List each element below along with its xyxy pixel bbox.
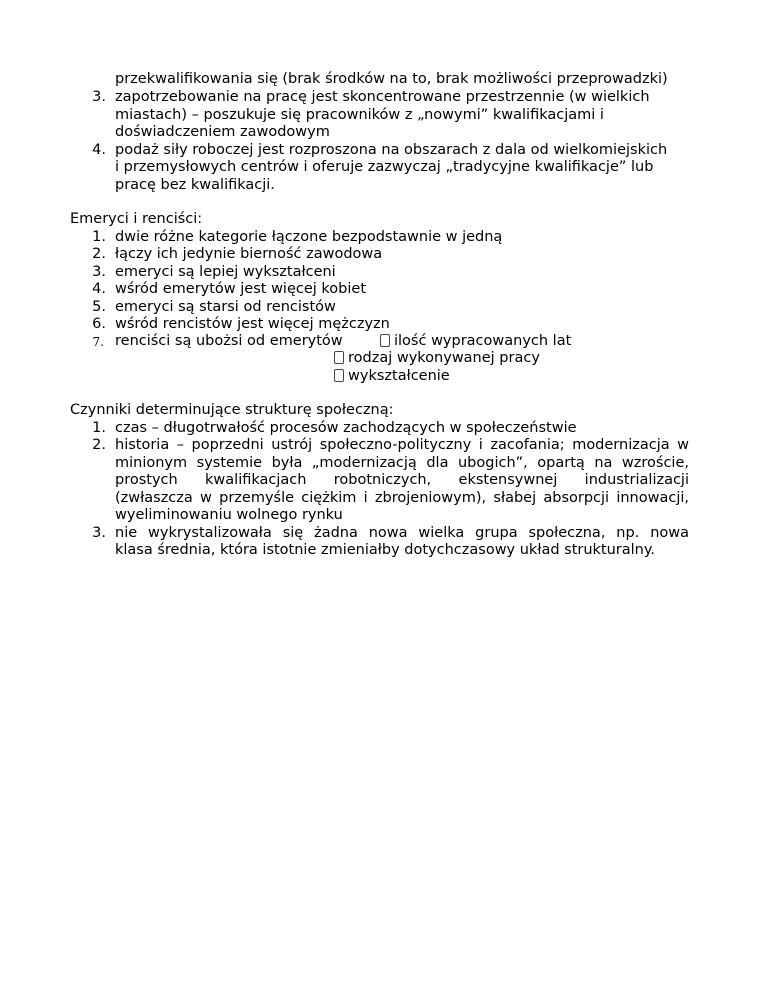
list-item: renciści są ubożsi od emerytów xyxy=(115,333,343,349)
list-item-line: zapotrzebowanie na pracę jest skoncentrowane przestrzennie (w wielkich xyxy=(115,89,650,105)
list-number: 6. xyxy=(92,316,106,332)
list-number: 3. xyxy=(92,525,106,541)
list-item-line: nie wykrystalizowała się żadna nowa wielka grupa społeczna, np. nowa xyxy=(115,525,689,541)
list-number: 1. xyxy=(92,420,106,436)
list-item: emeryci są starsi od rencistów xyxy=(115,299,336,315)
list-number: 3. xyxy=(92,264,106,280)
factor-item: ilość wypracowanych lat xyxy=(380,332,571,350)
list-number: 3. xyxy=(92,89,106,105)
list-number: 4. xyxy=(92,281,106,297)
list-item-line: (zwłaszcza w przemyśle ciężkim i zbrojeniowym), słabej absorpcji innowacji, xyxy=(115,490,689,506)
list-item-line: minionym systemie była „modernizacją dla ubogich”, opartą na wzroście, xyxy=(115,455,689,471)
list-number: 1. xyxy=(92,229,106,245)
list-number: 4. xyxy=(92,142,106,158)
list-number: 5. xyxy=(92,299,106,315)
section-heading: Emeryci i renciści: xyxy=(70,211,203,227)
list-item: emeryci są lepiej wykształceni xyxy=(115,264,336,280)
list-number: 7. xyxy=(92,335,104,349)
box-bullet-icon xyxy=(334,369,344,382)
list-item-line: prostych kwalifikacjach robotniczych, ekstensywnej industrializacji xyxy=(115,472,689,488)
list-item: wśród rencistów jest więcej mężczyzn xyxy=(115,316,390,332)
list-item-line: pracę bez kwalifikacji. xyxy=(115,177,275,193)
list-item-line: wyeliminowaniu wolnego rynku xyxy=(115,507,343,523)
list-item-continuation: przekwalifikowania się (brak środków na to, brak możliwości przeprowadzki) xyxy=(115,71,668,87)
list-item-line: doświadczeniem zawodowym xyxy=(115,124,330,140)
list-item-line: miastach) – poszukuje się pracowników z „nowymi” kwalifikacjami i xyxy=(115,107,604,123)
section-heading: Czynniki determinujące strukturę społeczną: xyxy=(70,402,394,418)
list-number: 2. xyxy=(92,246,106,262)
list-item: wśród emerytów jest więcej kobiet xyxy=(115,281,367,297)
list-item-line: historia – poprzedni ustrój społeczno-polityczny i zacofania; modernizacja w xyxy=(115,437,689,453)
box-bullet-icon xyxy=(334,351,344,364)
list-number: 2. xyxy=(92,437,106,453)
factor-item: wykształcenie xyxy=(334,367,450,385)
list-item-line: klasa średnia, która istotnie zmieniałby dotychczasowy układ strukturalny. xyxy=(115,542,655,558)
list-item: dwie różne kategorie łączone bezpodstawnie w jedną xyxy=(115,229,503,245)
list-item: łączy ich jedynie bierność zawodowa xyxy=(115,246,383,262)
list-item: czas – długotrwałość procesów zachodzących w społeczeństwie xyxy=(115,420,577,436)
list-item-line: i przemysłowych centrów i oferuje zazwyczaj „tradycyjne kwalifikacje” lub xyxy=(115,159,654,175)
box-bullet-icon xyxy=(380,334,390,347)
list-item-line: podaż siły roboczej jest rozproszona na obszarach z dala od wielkomiejskich xyxy=(115,142,668,158)
factor-item: rodzaj wykonywanej pracy xyxy=(334,349,540,367)
